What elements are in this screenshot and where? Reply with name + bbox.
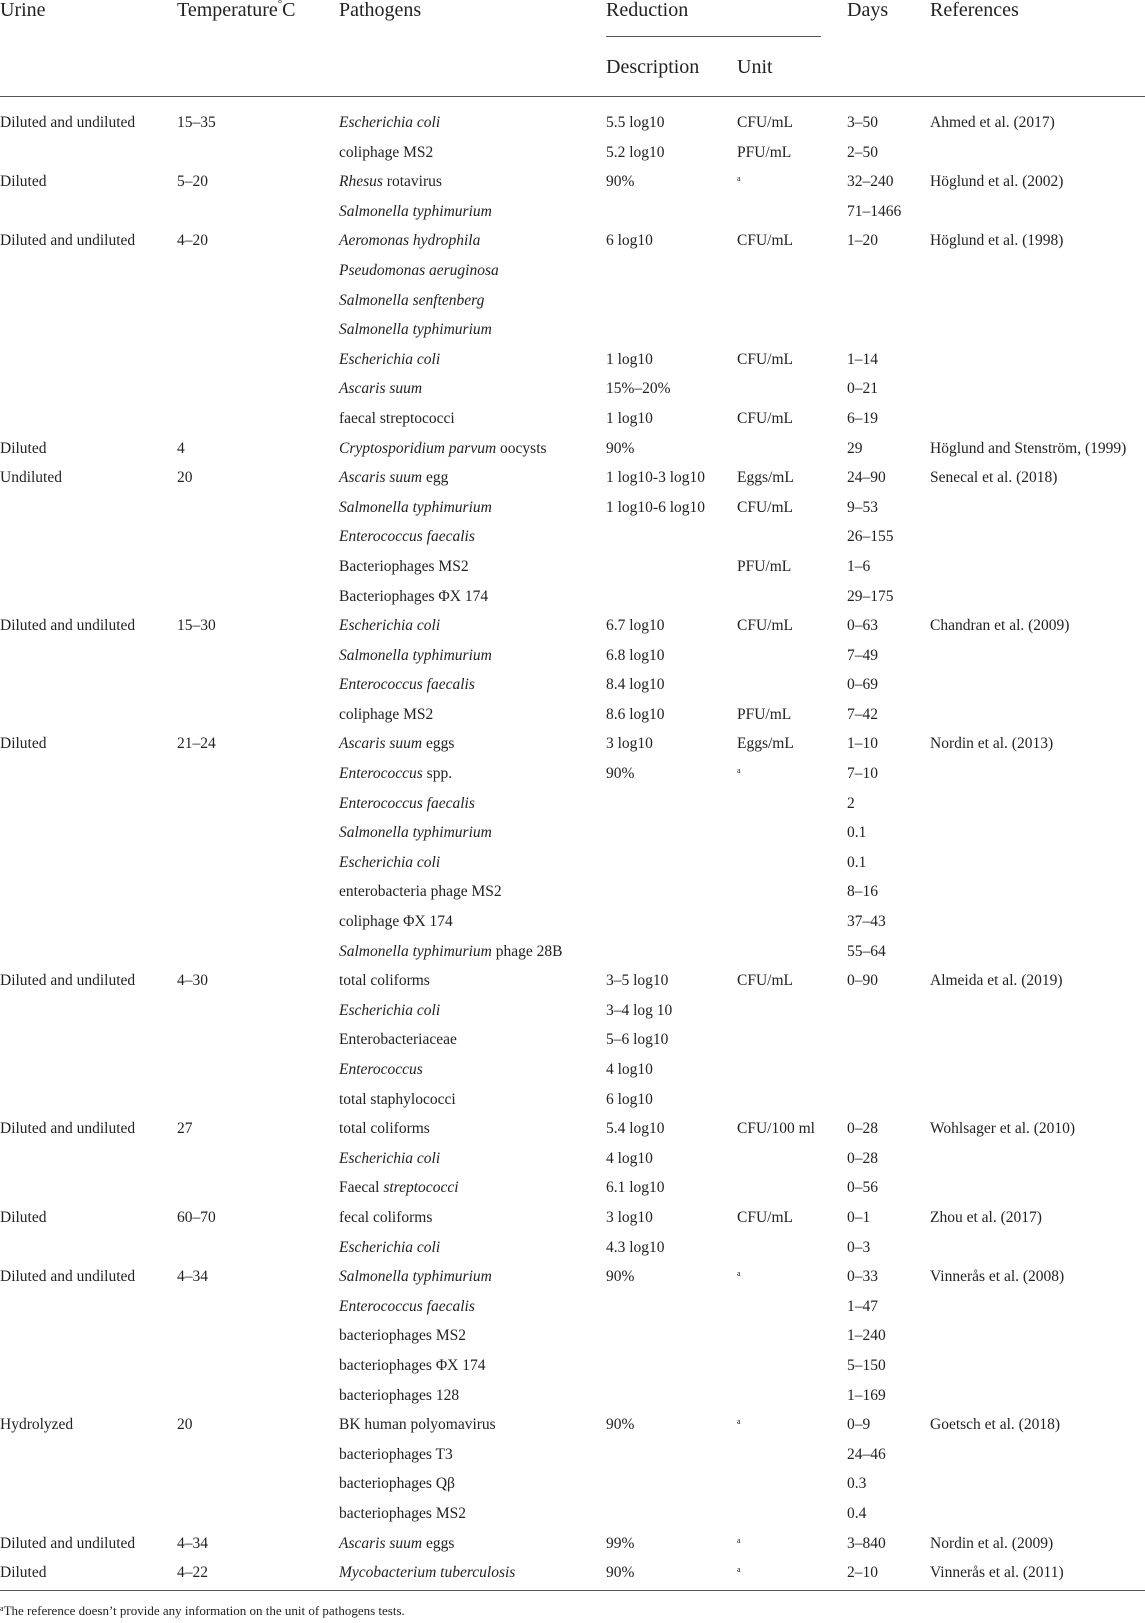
cell-unit: PFU/mL: [737, 143, 792, 161]
header-pathogens: Pathogens: [339, 0, 422, 21]
table-row: [0, 522, 1145, 552]
table-row: [0, 641, 1145, 671]
cell-unit: PFU/mL: [737, 557, 792, 575]
table-row: [0, 1440, 1145, 1470]
table-row: [0, 315, 1145, 345]
cell-description: 90%: [606, 1416, 635, 1434]
cell-days: 6–19: [847, 409, 878, 427]
cell-pathogen: Ascaris suum: [339, 380, 423, 398]
cell-days: 3–840: [847, 1534, 886, 1552]
table-row: [0, 877, 1145, 907]
cell-days: 24–46: [847, 1445, 886, 1463]
table-row: [0, 1085, 1145, 1115]
cell-reference: Höglund et al. (2002): [930, 173, 1064, 191]
footnote-marker: a: [737, 1535, 741, 1545]
cell-pathogen: total coliforms: [339, 972, 430, 990]
cell-urine: Diluted: [0, 735, 47, 753]
cell-pathogen: Salmonella typhimurium: [339, 498, 492, 516]
table-row: [0, 138, 1145, 168]
cell-days: 0.4: [847, 1504, 867, 1522]
cell-pathogen: bacteriophages 128: [339, 1386, 460, 1404]
cell-description: 6.8 log10: [606, 646, 665, 664]
table-row: [0, 256, 1145, 286]
cell-pathogen: Mycobacterium tuberculosis: [339, 1564, 516, 1582]
footnote-marker: a: [737, 766, 741, 776]
table-row: [0, 286, 1145, 316]
cell-temperature: 21–24: [177, 735, 216, 753]
cell-pathogen: Ascaris suum eggs: [339, 1534, 455, 1552]
table-row: [0, 1321, 1145, 1351]
table-row: [0, 1055, 1145, 1085]
cell-days: 1–20: [847, 232, 878, 250]
cell-temperature: 60–70: [177, 1208, 216, 1226]
cell-unit: CFU/100 ml: [737, 1120, 815, 1138]
cell-pathogen: Salmonella typhimurium: [339, 1268, 492, 1286]
table-row: [0, 1292, 1145, 1322]
cell-urine: Diluted: [0, 439, 47, 457]
cell-temperature: 15–30: [177, 617, 216, 635]
footnote-text: The reference doesn’t provide any information on the unit of pathogens tests.: [3, 1603, 405, 1618]
table-header: [0, 0, 1145, 97]
cell-pathogen: Enterococcus faecalis: [339, 528, 475, 546]
cell-pathogen: Faecal streptococci: [339, 1179, 459, 1197]
footnote-marker: a: [737, 1417, 741, 1427]
cell-unit: [737, 1558, 741, 1590]
cell-urine: Diluted: [0, 1564, 47, 1582]
cell-days: 0–63: [847, 617, 878, 635]
cell-days: 29: [847, 439, 863, 457]
cell-days: 0–9: [847, 1416, 871, 1434]
cell-urine: Diluted and undiluted: [0, 1268, 136, 1286]
cell-days: 7–42: [847, 705, 878, 723]
table-row: [0, 374, 1145, 404]
cell-days: 1–14: [847, 350, 878, 368]
cell-days: 1–6: [847, 557, 871, 575]
cell-unit: CFU/mL: [737, 409, 793, 427]
cell-reference: Nordin et al. (2013): [930, 735, 1054, 753]
cell-days: 3–50: [847, 114, 878, 131]
cell-urine: Diluted: [0, 1208, 47, 1226]
cell-pathogen: bacteriophages ΦX 174: [339, 1356, 486, 1374]
cell-urine: Diluted: [0, 173, 47, 191]
cell-pathogen: Escherichia coli: [339, 1149, 441, 1167]
table-row: [0, 1114, 1145, 1144]
cell-days: 0–69: [847, 676, 878, 694]
cell-temperature: 5–20: [177, 173, 208, 191]
cell-pathogen: Escherichia coli: [339, 350, 441, 368]
cell-unit: PFU/mL: [737, 705, 792, 723]
cell-unit: Eggs/mL: [737, 469, 794, 487]
table-row: [0, 493, 1145, 523]
cell-pathogen: bacteriophages Qβ: [339, 1475, 455, 1493]
cell-pathogen: Enterobacteriaceae: [339, 1031, 457, 1049]
header-description: Description: [606, 56, 700, 78]
cell-description: 90%: [606, 439, 635, 457]
table-row: [0, 434, 1145, 464]
cell-unit: CFU/mL: [737, 498, 793, 516]
table-row: [0, 759, 1145, 789]
table-bottom-rule: [0, 1590, 1145, 1591]
cell-description: 6.1 log10: [606, 1179, 665, 1197]
cell-days: 1–169: [847, 1386, 886, 1404]
cell-reference: Höglund et al. (1998): [930, 232, 1064, 250]
cell-reference: Goetsch et al. (2018): [930, 1416, 1060, 1434]
cell-pathogen: coliphage ΦX 174: [339, 913, 453, 931]
cell-days: 1–47: [847, 1297, 878, 1315]
table-row: [0, 966, 1145, 996]
cell-pathogen: Rhesus rotavirus: [339, 173, 442, 191]
cell-pathogen: coliphage MS2: [339, 705, 434, 723]
cell-urine: Diluted and undiluted: [0, 114, 136, 131]
header-urine: Urine: [0, 0, 46, 21]
header-days: Days: [847, 0, 889, 21]
cell-urine: Diluted and undiluted: [0, 1120, 136, 1138]
cell-pathogen: Pseudomonas aeruginosa: [339, 261, 499, 279]
cell-pathogen: Bacteriophages MS2: [339, 557, 469, 575]
table-footnote: [0, 1602, 405, 1622]
cell-pathogen: Salmonella typhimurium: [339, 824, 492, 842]
table-row: [0, 1233, 1145, 1263]
header-temperature: Temperature°C: [177, 0, 296, 21]
cell-temperature: 27: [177, 1120, 193, 1138]
cell-reference: Vinnerås et al. (2008): [930, 1268, 1065, 1286]
cell-urine: Hydrolyzed: [0, 1416, 74, 1434]
cell-days: 0.1: [847, 824, 867, 842]
cell-description: 5.4 log10: [606, 1120, 665, 1138]
cell-urine: Diluted and undiluted: [0, 232, 136, 250]
table-row: [0, 1144, 1145, 1174]
cell-unit: CFU/mL: [737, 114, 793, 131]
cell-description: 1 log10: [606, 350, 653, 368]
cell-pathogen: total coliforms: [339, 1120, 430, 1138]
cell-days: 37–43: [847, 913, 886, 931]
cell-description: 3–5 log10: [606, 972, 669, 990]
table-row: [0, 1558, 1145, 1588]
cell-days: 0–1: [847, 1208, 871, 1226]
table-row: [0, 611, 1145, 641]
cell-description: 8.4 log10: [606, 676, 665, 694]
header-unit: Unit: [737, 56, 773, 78]
cell-pathogen: Aeromonas hydrophila: [339, 232, 481, 250]
cell-temperature: 4–20: [177, 232, 208, 250]
reduction-rule: [606, 36, 821, 37]
cell-pathogen: Cryptosporidium parvum oocysts: [339, 439, 547, 457]
table-row: [0, 167, 1145, 197]
table-row: [0, 108, 1145, 138]
cell-days: 0–3: [847, 1238, 871, 1256]
cell-days: 0–56: [847, 1179, 878, 1197]
table-row: [0, 197, 1145, 227]
cell-reference: Almeida et al. (2019): [930, 972, 1063, 990]
cell-pathogen: Salmonella typhimurium: [339, 321, 492, 339]
cell-temperature: 20: [177, 1416, 193, 1434]
cell-reference: Vinnerås et al. (2011): [930, 1564, 1064, 1582]
cell-temperature: 15–35: [177, 114, 216, 131]
cell-description: 99%: [606, 1534, 635, 1552]
cell-description: 4 log10: [606, 1061, 653, 1078]
cell-days: 0–28: [847, 1120, 878, 1138]
header-references: References: [930, 0, 1019, 21]
cell-days: 7–10: [847, 765, 878, 783]
table-row: [0, 996, 1145, 1026]
cell-days: 32–240: [847, 173, 894, 191]
cell-urine: Diluted and undiluted: [0, 972, 136, 990]
table-row: [0, 818, 1145, 848]
cell-urine: Diluted and undiluted: [0, 617, 136, 635]
cell-pathogen: Enterococcus faecalis: [339, 794, 475, 812]
cell-days: 0.3: [847, 1475, 867, 1493]
cell-pathogen: Escherichia coli: [339, 617, 441, 635]
cell-description: 90%: [606, 1564, 635, 1582]
cell-days: 2–10: [847, 1564, 878, 1582]
cell-description: 15%–20%: [606, 380, 671, 398]
table-row: [0, 729, 1145, 759]
table-row: [0, 670, 1145, 700]
cell-pathogen: Enterococcus: [339, 1061, 423, 1078]
cell-description: 5.2 log10: [606, 143, 665, 161]
cell-unit: CFU/mL: [737, 1208, 793, 1226]
cell-pathogen: bacteriophages MS2: [339, 1504, 466, 1522]
cell-pathogen: Escherichia coli: [339, 1001, 441, 1019]
table-row: [0, 552, 1145, 582]
cell-reference: Nordin et al. (2009): [930, 1534, 1054, 1552]
cell-days: 71–1466: [847, 202, 902, 220]
cell-unit: Eggs/mL: [737, 735, 794, 753]
cell-pathogen: total staphylococci: [339, 1090, 456, 1108]
cell-days: 0–28: [847, 1149, 878, 1167]
cell-pathogen: coliphage MS2: [339, 143, 434, 161]
cell-days: 0.1: [847, 853, 867, 871]
cell-pathogen: Escherichia coli: [339, 114, 441, 131]
footnote-marker: a: [737, 174, 741, 184]
cell-unit: CFU/mL: [737, 350, 793, 368]
cell-description: 3–4 log 10: [606, 1001, 673, 1019]
cell-temperature: 4–30: [177, 972, 208, 990]
table-row: [0, 463, 1145, 493]
table-row: [0, 937, 1145, 967]
table-row: [0, 789, 1145, 819]
cell-description: 1 log10: [606, 409, 653, 427]
cell-description: 90%: [606, 1268, 635, 1286]
cell-pathogen: fecal coliforms: [339, 1208, 433, 1226]
cell-description: 5–6 log10: [606, 1031, 669, 1049]
footnote-marker: a: [737, 1269, 741, 1279]
cell-pathogen: Salmonella typhimurium phage 28B: [339, 942, 563, 960]
cell-pathogen: Salmonella typhimurium: [339, 646, 492, 664]
cell-description: 6.7 log10: [606, 617, 665, 635]
table-row: [0, 907, 1145, 937]
cell-days: 24–90: [847, 469, 886, 487]
table-row: [0, 1410, 1145, 1440]
cell-description: 6 log10: [606, 232, 653, 250]
cell-unit: [737, 1410, 741, 1442]
cell-description: 5.5 log10: [606, 114, 665, 131]
cell-temperature: 4–34: [177, 1268, 208, 1286]
cell-days: 9–53: [847, 498, 878, 516]
cell-days: 1–240: [847, 1327, 886, 1345]
cell-pathogen: Enterococcus faecalis: [339, 676, 475, 694]
table-body: [0, 108, 1145, 1588]
cell-unit: CFU/mL: [737, 232, 793, 250]
cell-days: 0–33: [847, 1268, 878, 1286]
cell-days: 29–175: [847, 587, 894, 605]
cell-days: 8–16: [847, 883, 878, 901]
cell-unit: CFU/mL: [737, 972, 793, 990]
cell-days: 0–21: [847, 380, 878, 398]
cell-pathogen: Escherichia coli: [339, 1238, 441, 1256]
cell-unit: [737, 167, 741, 199]
table-row: [0, 1381, 1145, 1411]
table-row: [0, 345, 1145, 375]
cell-pathogen: enterobacteria phage MS2: [339, 883, 502, 901]
cell-days: 1–10: [847, 735, 878, 753]
cell-description: 8.6 log10: [606, 705, 665, 723]
cell-temperature: 4–34: [177, 1534, 208, 1552]
cell-pathogen: Enterococcus spp.: [339, 765, 453, 783]
cell-description: 6 log10: [606, 1090, 653, 1108]
cell-temperature: 4: [177, 439, 185, 457]
cell-pathogen: Ascaris suum egg: [339, 469, 449, 487]
cell-description: 3 log10: [606, 1208, 653, 1226]
cell-days: 2: [847, 794, 855, 812]
cell-unit: [737, 1529, 741, 1561]
cell-reference: Ahmed et al. (2017): [930, 114, 1055, 131]
table-row: [0, 226, 1145, 256]
cell-days: 7–49: [847, 646, 878, 664]
table-row: [0, 848, 1145, 878]
cell-unit: CFU/mL: [737, 617, 793, 635]
cell-urine: Undiluted: [0, 469, 62, 487]
cell-unit: [737, 759, 741, 791]
table-row: [0, 1025, 1145, 1055]
cell-unit: [737, 1262, 741, 1294]
cell-pathogen: Ascaris suum eggs: [339, 735, 455, 753]
cell-pathogen: BK human polyomavirus: [339, 1416, 496, 1434]
cell-pathogen: Salmonella senftenberg: [339, 291, 485, 309]
table-row: [0, 404, 1145, 434]
table-row: [0, 1469, 1145, 1499]
cell-days: 26–155: [847, 528, 894, 546]
cell-description: 4.3 log10: [606, 1238, 665, 1256]
cell-description: 1 log10-6 log10: [606, 498, 706, 516]
cell-reference: Zhou et al. (2017): [930, 1208, 1042, 1226]
cell-pathogen: Bacteriophages ΦX 174: [339, 587, 489, 605]
cell-days: 0–90: [847, 972, 878, 990]
footnote-marker: a: [0, 1604, 4, 1613]
cell-temperature: 20: [177, 469, 193, 487]
cell-description: 90%: [606, 765, 635, 783]
cell-days: 5–150: [847, 1356, 886, 1374]
table-row: [0, 1203, 1145, 1233]
table-row: [0, 1351, 1145, 1381]
cell-reference: Chandran et al. (2009): [930, 617, 1070, 635]
cell-reference: Wohlsager et al. (2010): [930, 1120, 1076, 1138]
table-row: [0, 1499, 1145, 1529]
cell-pathogen: bacteriophages T3: [339, 1445, 453, 1463]
cell-description: 4 log10: [606, 1149, 653, 1167]
cell-pathogen: bacteriophages MS2: [339, 1327, 466, 1345]
table-row: [0, 700, 1145, 730]
cell-pathogen: Salmonella typhimurium: [339, 202, 492, 220]
header-reduction: Reduction: [606, 0, 689, 21]
table-row: [0, 1173, 1145, 1203]
cell-days: 55–64: [847, 942, 886, 960]
cell-days: 2–50: [847, 143, 878, 161]
cell-reference: Höglund and Stenström, (1999): [930, 439, 1127, 457]
cell-reference: Senecal et al. (2018): [930, 469, 1058, 487]
cell-pathogen: Escherichia coli: [339, 853, 441, 871]
cell-description: 1 log10-3 log10: [606, 469, 706, 487]
footnote-marker: a: [737, 1565, 741, 1575]
cell-description: 90%: [606, 173, 635, 191]
table-row: [0, 1529, 1145, 1559]
cell-temperature: 4–22: [177, 1564, 208, 1582]
cell-description: 3 log10: [606, 735, 653, 753]
table-row: [0, 582, 1145, 612]
table-row: [0, 1262, 1145, 1292]
cell-pathogen: Enterococcus faecalis: [339, 1297, 475, 1315]
cell-pathogen: faecal streptococci: [339, 409, 455, 427]
cell-urine: Diluted and undiluted: [0, 1534, 136, 1552]
